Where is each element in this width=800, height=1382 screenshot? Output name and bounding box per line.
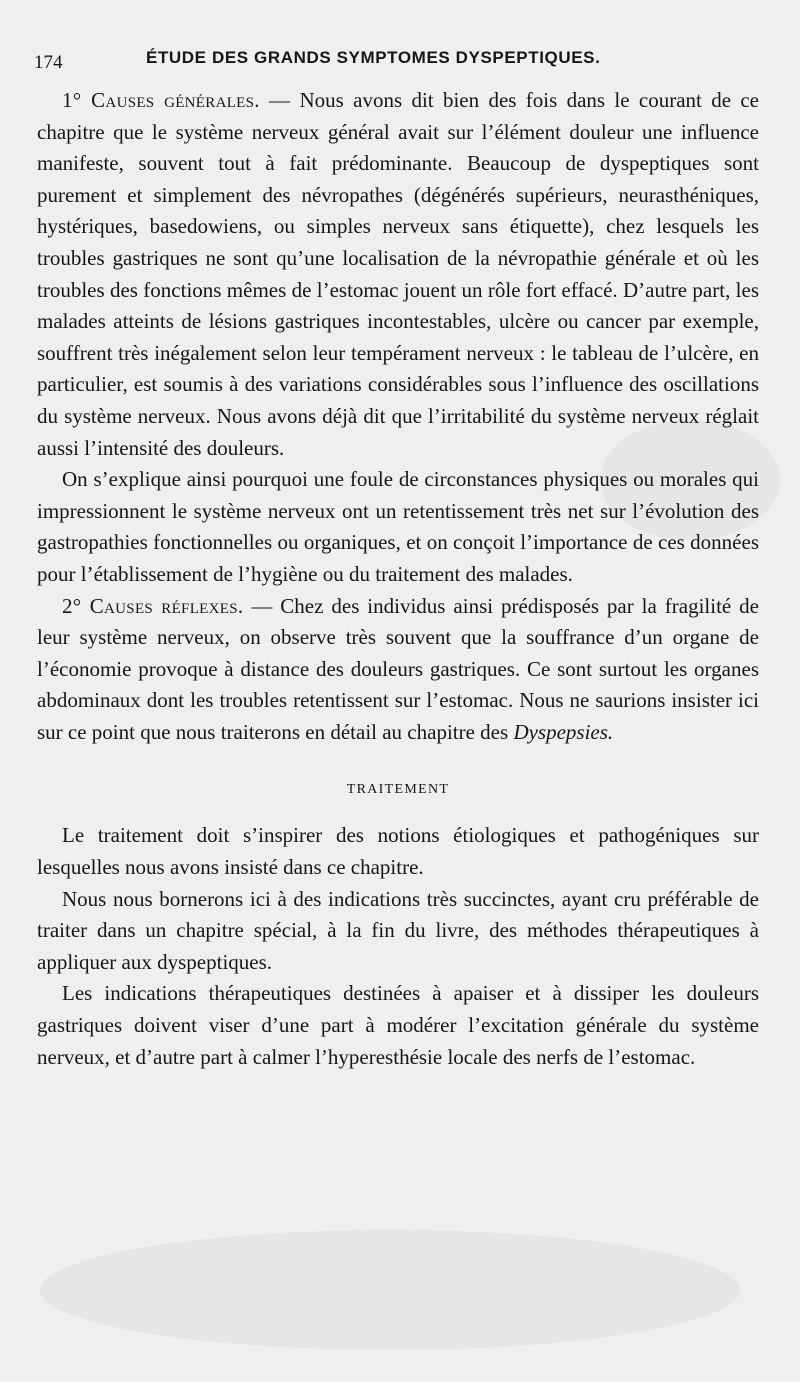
page-number: 174 [34,52,63,73]
section-label-causes-generales: 1° Causes générales. [62,88,260,112]
paragraph-traitement-3: Les indications thérapeutiques destinées à apaiser et à dissiper les douleurs gastriques doivent viser d’une part à modérer l’excitation générale du système nerveux, et d’autre part à calmer l’hyperesthésie locale des nerfs de l’estomac. [37,981,759,1069]
paragraph-causes-generales [37,85,759,464]
dyspepsies-term: Dyspepsies. [513,719,614,744]
section-label-causes-reflexes: 2° Causes réflexes. [62,593,244,618]
section-heading-traitement: TRAITEMENT [346,782,450,798]
bleed-through-shadow [40,1230,740,1350]
body-text [37,85,759,1073]
paragraph-traitement-1: Le traitement doit s’inspirer des notions étiologiques et pathogéniques sur lesquelles nous avons insisté dans ce chapitre. [37,823,759,880]
paragraph-causes-reflexes [37,591,759,749]
causes-generales-text: — Nous avons dit bien des fois dans le courant de ce chapitre que le système nerveux général avait sur l’élément douleur une influence manifeste, souvent tout à fait prédominante. Beaucoup de dyspeptiques sont purement et simplement des névropathes (dégénérés supérieurs, neurasthéniques, hystériques, basedowiens, ou simples nerveux sans étiquette), chez lesquels les troubles gastriques ne sont qu’une localisation de la névropathie générale et où les troubles des fonctions mêmes de l’estomac jouent un rôle fort effacé. D’autre part, les malades atteints de lésions gastriques incontestables, ulcère ou cancer par exemple, souffrent très inégalement selon leur tempérament nerveux : le tableau de l’ulcère, en particulier, est soumis à des variations considérables sous l’influence des oscillations du système nerveux. Nous avons déjà dit que l’irritabilité du système nerveux réglait aussi l’intensité des douleurs. [37,88,759,460]
page-header [34,44,754,74]
causes-reflexes-text: — Chez des individus ainsi prédisposés par la fragilité de leur système nerveux, on observe très souvent que la souffrance d’un organe de l’économie provoque à distance des douleurs gastriques. Ce sont surtout les organes abdominaux dont les troubles retentissent sur l’estomac. Nous ne saurions insister ici sur ce point que nous traiterons en détail au chapitre des [37,593,759,744]
paragraph-traitement-2: Nous nous bornerons ici à des indications très succinctes, ayant cru préférable de traiter dans un chapitre spécial, à la fin du livre, des méthodes thérapeutiques à appliquer aux dyspeptiques. [37,886,759,974]
running-head: ÉTUDE DES GRANDS SYMPTOMES DYSPEPTIQUES. [146,48,601,67]
paragraph-circonstances: On s’explique ainsi pourquoi une foule de circonstances physiques ou morales qui impressionnent le système nerveux ont un retentissement très net sur l’évolution des gastropathies fonctionnelles ou organiques, et on conçoit l’importance de ces données pour l’établissement de l’hygiène ou du traitement des malades. [37,467,759,586]
